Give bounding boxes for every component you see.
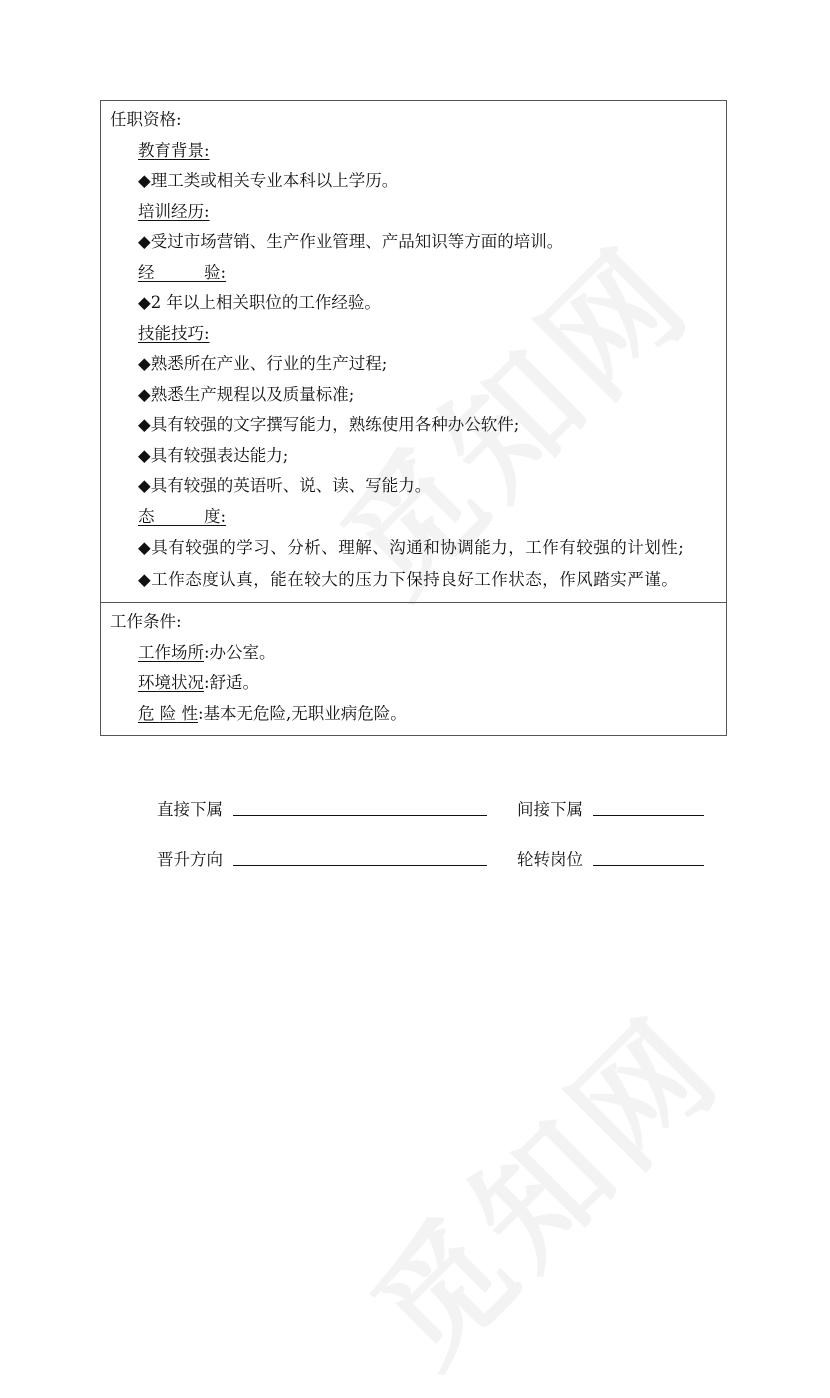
direct-subordinates-label: 直接下属 [157,800,223,819]
condition-environment-label: 环境状况 [138,673,204,692]
footer-row-career [157,846,717,870]
condition-danger-label: 危 险 性 [138,703,198,723]
watermark-bottom [325,969,754,1398]
training-item: ◆受过市场营销、生产作业管理、产品知识等方面的培训。 [138,232,564,251]
training-heading: 培训经历: [138,201,210,221]
condition-danger-value: :基本无危险,无职业病危险。 [198,703,407,723]
direct-subordinates-line[interactable] [233,815,487,816]
rotation-positions-label: 轮转岗位 [517,850,583,869]
condition-location [109,638,718,669]
rotation-positions-line[interactable] [593,865,704,866]
attitude-item: ◆具有较强的学习、分析、理解、沟通和协调能力，工作有较强的计划性; [138,538,685,557]
job-description-table [100,100,727,736]
experience-item: ◆2 年以上相关职位的工作经验。 [138,293,381,312]
condition-environment-value: :舒适。 [204,673,260,692]
condition-location-label: 工作场所 [138,642,204,662]
attitude-heading: 态 度: [138,506,227,526]
conditions-title: 工作条件: [110,612,182,631]
indirect-subordinates-line[interactable] [593,815,704,816]
promotion-direction-line[interactable] [233,865,487,866]
conditions-section [101,602,726,735]
condition-danger [109,699,718,730]
qualifications-section [101,101,726,602]
skills-item: ◆熟悉所在产业、行业的生产过程; [138,354,388,373]
qualifications-title: 任职资格: [110,110,182,129]
education-heading: 教育背景: [138,140,210,160]
condition-location-value: :办公室。 [204,642,276,662]
skills-item: ◆具有较强的英语听、说、读、写能力。 [138,476,432,495]
skills-item: ◆熟悉生产规程以及质量标准; [138,384,355,404]
condition-environment [109,668,718,699]
skills-item: ◆具有较强表达能力; [138,445,289,465]
skills-item: ◆具有较强的文字撰写能力，熟练使用各种办公软件; [138,415,520,434]
skills-heading: 技能技巧: [138,323,210,343]
footer-row-subordinates [157,796,717,820]
promotion-direction-label: 晋升方向 [157,850,223,869]
attitude-item: ◆工作态度认真，能在较大的压力下保持良好工作状态，作风踏实严谨。 [138,570,679,589]
education-item: ◆理工类或相关专业本科以上学历。 [138,171,399,190]
indirect-subordinates-label: 间接下属 [517,800,583,819]
experience-heading: 经 验: [138,262,227,282]
